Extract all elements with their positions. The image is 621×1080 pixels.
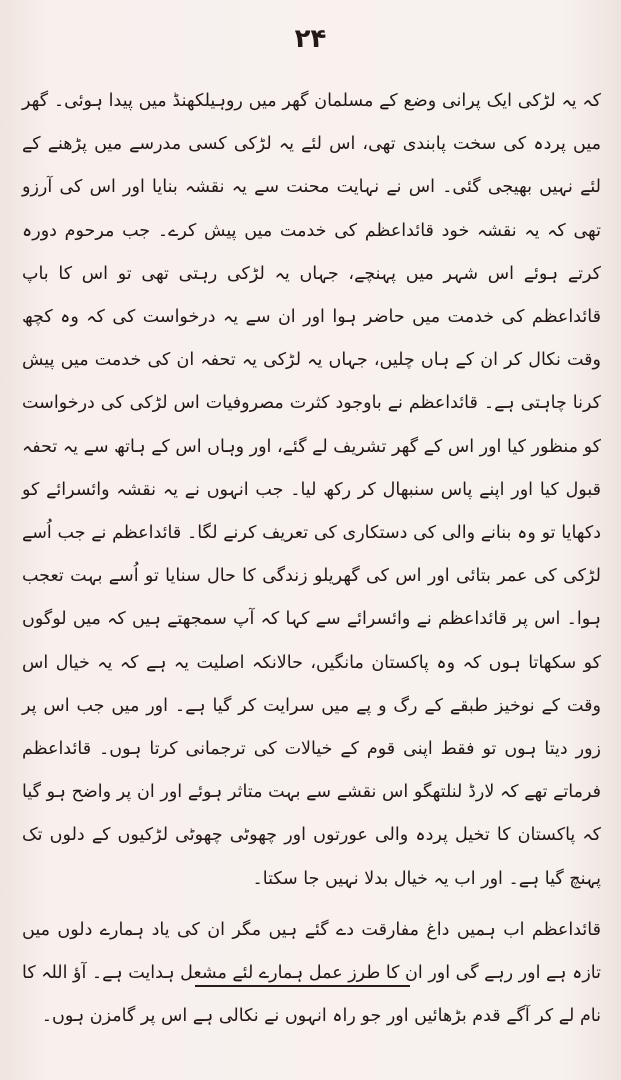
page-body [22, 80, 601, 1038]
paragraph-2: قائداعظم اب ہمیں داغ مفارقت دے گئے ہیں مگر ان کی یاد ہمارے دلوں میں تازہ ہے اور رہے گی اور ان کا طرز عمل ہمارے لئے مشعل ہدایت ہے۔ آؤ اللہ کا نام لے کر آگے قدم بڑھائیں اور جو راہ انہوں نے نکالی ہے اس پر گامزن ہوں۔ [22, 919, 601, 1027]
paragraph-1: کہ یہ لڑکی ایک پرانی وضع کے مسلمان گھر میں روہیلکھنڈ میں پیدا ہوئی۔ گھر میں پردہ کی سخت پابندی تھی، اس لئے یہ لڑکی کسی مدرسے میں پڑھنے کے لئے نہیں بھیجی گئی۔ اس نے نہایت محنت سے یہ نقشہ بنایا اور اس کی آرزو تھی کہ یہ نقشہ خود قائداعظم کی خدمت میں پیش کرے۔ جب مرحوم دورہ کرتے ہوئے اس شہر میں پہنچے، جہاں یہ لڑکی رہتی تھی تو اس کا باپ قائداعظم کی خدمت میں حاضر ہوا اور ان سے یہ درخواست کی کہ وہ کچھ وقت نکال کر ان کے ہاں چلیں، جہاں یہ لڑکی یہ تحفہ ان کی خدمت میں پیش کرنا چاہتی ہے۔ قائداعظم نے باوجود کثرت مصروفیات اس لڑکی کی درخواست کو منظور کیا اور اس کے گھر تشریف لے گئے، اور وہاں اس کے ہاتھ سے یہ تحفہ قبول کیا اور اپنے پاس سنبھال کر رکھ لیا۔ جب انہوں نے یہ نقشہ وائسرائے کو دکھایا تو وہ بنانے والی کی دستکاری کی تعریف کرنے لگا۔ قائداعظم نے جب اُسے لڑکی کی عمر بتائی اور اس کی گھریلو زندگی کا حال سنایا تو اُسے بہت تعجب ہوا۔ اس پر قائداعظم نے وائسرائے سے کہا کہ آپ سمجھتے ہیں کہ میں لوگوں کو سکھاتا ہوں کہ وہ پاکستان مانگیں، حالانکہ اصلیت یہ ہے کہ یہ خیال اس وقت کے نوخیز طبقے کے رگ و پے میں سرایت کر گیا ہے۔ اور میں جب اس پر زور دیتا ہوں تو فقط اپنی قوم کے خیالات کی ترجمانی کرتا ہوں۔ قائداعظم فرماتے تھے کہ لارڈ لنلتھگو اس نقشے سے بہت متاثر ہوئے اور ان پر واضح ہو گیا کہ پاکستان کا تخیل پردہ والی عورتوں اور چھوٹی چھوٹی لڑکیوں کے دلوں تک پہنچ گیا ہے۔ اور اب یہ خیال بدلا نہیں جا سکتا۔ [22, 91, 601, 889]
page-number: ۲۴ [294, 24, 327, 54]
closing-divider [195, 985, 410, 987]
